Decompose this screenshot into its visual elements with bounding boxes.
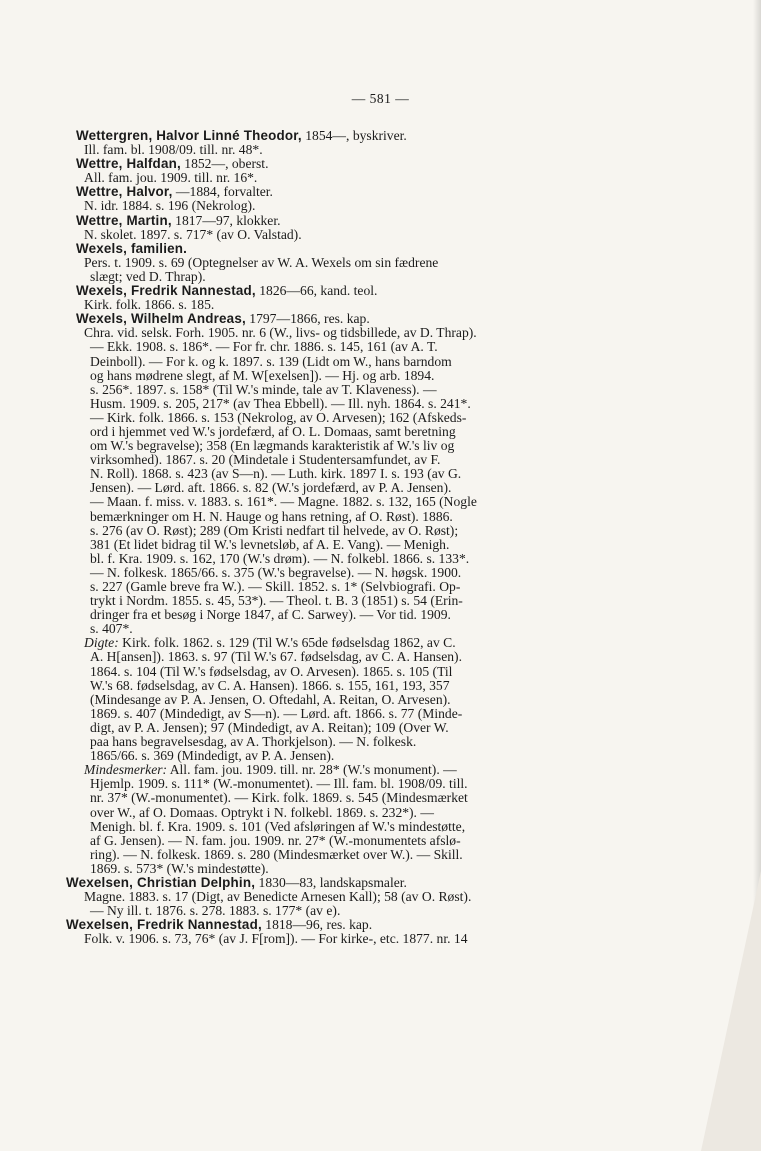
reference-line: bemærkninger om H. N. Hauge og hans retning, af O. Røst). 1886. <box>90 508 453 524</box>
person-name: Wexels, familien. <box>76 240 188 256</box>
reference-line: 1869. s. 573* (W.'s mindestøtte). <box>90 860 269 876</box>
reference-line: paa hans begravelsesdag, av A. Thorkjelson). — N. folkesk. <box>90 734 417 750</box>
entry-heading <box>66 129 676 143</box>
reference-line: af G. Jensen). — N. fam. jou. 1909. nr. 27* (W.-monumentets afslø- <box>90 832 461 848</box>
reference-line: Jensen). — Lørd. aft. 1866. s. 82 (W.'s jordefærd, av P. A. Jensen). <box>90 480 452 496</box>
reference-line: slægt; ved D. Thrap). <box>90 268 206 284</box>
person-details: —1884, forvalter. <box>172 184 273 200</box>
page-number: — 581 — <box>351 91 410 106</box>
person-name: Wettre, Martin, <box>76 212 172 228</box>
entry-heading <box>66 157 676 171</box>
reference-line: Menigh. bl. f. Kra. 1909. s. 101 (Ved afsløringen af W.'s mindestøtte, <box>90 818 466 834</box>
section-line <box>66 636 676 650</box>
page-corner-fold <box>701 871 761 1151</box>
person-name: Wettre, Halfdan, <box>76 156 181 172</box>
reference-line: N. Roll). 1868. s. 423 (av S—n). — Luth. kirk. 1897 I. s. 193 (av G. <box>90 466 462 482</box>
reference-line: over W., af O. Domaas. Optrykt i N. folkebl. 1869. s. 232*). — <box>90 804 434 820</box>
reference-line: — Ekk. 1908. s. 186*. — For fr. chr. 1886. s. 145, 161 (av A. T. <box>90 339 438 355</box>
entry-heading <box>66 214 676 228</box>
person-details: 1817—97, klokker. <box>171 212 281 228</box>
person-details: 1826—66, kand. teol. <box>255 283 378 299</box>
reference-text: All. fam. jou. 1909. till. nr. 28* (W.'s monument). — <box>167 762 457 778</box>
section-label: Digte: <box>84 635 119 651</box>
reference-line: Folk. v. 1906. s. 73, 76* (av J. F[rom]). — For kirke-, etc. 1877. nr. 14 <box>84 931 468 947</box>
person-details: 1797—1866, res. kap. <box>245 311 370 327</box>
reference-line: Deinboll). — For k. og k. 1897. s. 139 (Lidt om W., hans barndom <box>90 353 452 369</box>
reference-line: W.'s 68. fødselsdag, av C. A. Hansen). 1866. s. 155, 161, 193, 357 <box>90 677 450 693</box>
reference-line: ord i hjemmet ved W.'s jordefærd, af O. L. Domaas, samt beretning <box>90 423 456 439</box>
person-name: Wexelsen, Christian Delphin, <box>66 874 256 890</box>
section-line <box>66 763 676 777</box>
reference-line: — Ny ill. t. 1876. s. 278. 1883. s. 177* (av e). <box>90 903 341 919</box>
reference-line: 1864. s. 104 (Til W.'s fødselsdag, av O. Arvesen). 1865. s. 105 (Til <box>90 663 453 679</box>
entry-heading <box>66 876 676 890</box>
reference-line: nr. 37* (W.-monumentet). — Kirk. folk. 1869. s. 545 (Mindesmærket <box>90 790 468 806</box>
reference-line: 381 (Et lidet bidrag til W.'s levnetsløb, af A. E. Vang). — Menigh. <box>90 536 450 552</box>
person-name: Wettre, Halvor, <box>76 184 173 200</box>
entry-heading <box>66 284 676 298</box>
entry-heading <box>66 185 676 199</box>
person-details: 1818—96, res. kap. <box>261 917 373 933</box>
reference-line: s. 407*. <box>90 621 133 637</box>
reference-line: Kirk. folk. 1866. s. 185. <box>84 297 215 313</box>
reference-line: Hjemlp. 1909. s. 111* (W.-monumentet). — Ill. fam. bl. 1908/09. till. <box>90 776 468 792</box>
section-label: Mindesmerker: <box>84 762 168 778</box>
reference-line: s. 227 (Gamle breve fra W.). — Skill. 1852. s. 1* (Selvbiografi. Op- <box>90 579 461 594</box>
reference-line: — N. folkesk. 1865/66. s. 375 (W.'s begravelse). — N. høgsk. 1900. <box>90 564 462 580</box>
reference-line: og hans mødrene slegt, af M. W[exelsen]). — Hj. og arb. 1894. <box>90 367 435 383</box>
reference-line: Chra. vid. selsk. Forh. 1905. nr. 6 (W., livs- og tidsbillede, av D. Thrap). <box>84 325 477 341</box>
reference-line: — Kirk. folk. 1866. s. 153 (Nekrolog, av O. Arvesen); 162 (Afskeds- <box>90 409 467 425</box>
reference-line: N. skolet. 1897. s. 717* (av O. Valstad). <box>84 226 302 242</box>
reference-line: digt, av P. A. Jensen); 97 (Mindedigt, av A. Reitan); 109 (Over W. <box>90 719 449 735</box>
reference-line: bl. f. Kra. 1909. s. 162, 170 (W.'s drøm). — N. folkebl. 1866. s. 133*. <box>90 550 470 566</box>
person-name: Wettergren, Halvor Linné Theodor, <box>76 128 302 143</box>
person-details: 1854—, byskriver. <box>301 128 407 143</box>
reference-line: s. 276 (av O. Røst); 289 (Om Kristi nedfart til helvede, av O. Røst); <box>90 522 459 538</box>
person-name: Wexelsen, Fredrik Nannestad, <box>66 917 262 933</box>
entry-heading <box>66 312 676 326</box>
reference-line: s. 256*. 1897. s. 158* (Til W.'s minde, tale av T. Klaveness). — <box>90 381 437 397</box>
person-details: 1830—83, landskapsmaler. <box>255 874 407 890</box>
reference-line: — Maan. f. miss. v. 1883. s. 161*. — Magne. 1882. s. 132, 165 (Nogle <box>90 494 477 510</box>
biography-entries <box>66 129 676 946</box>
reference-line: Ill. fam. bl. 1908/09. till. nr. 48*. <box>84 142 263 158</box>
reference-line: virksomhed). 1867. s. 20 (Mindetale i Studentersamfundet, av F. <box>90 452 441 468</box>
reference-line: N. idr. 1884. s. 196 (Nekrolog). <box>84 198 256 214</box>
person-details: 1852—, oberst. <box>180 156 269 172</box>
reference-line: 1869. s. 407 (Mindedigt, av S—n). — Lørd. aft. 1866. s. 77 (Minde- <box>90 705 463 721</box>
reference-line: A. H[ansen]). 1863. s. 97 (Til W.'s 67. fødselsdag, av C. A. Hansen). <box>90 649 462 665</box>
entry-heading <box>66 918 676 932</box>
person-name: Wexels, Wilhelm Andreas, <box>76 311 246 327</box>
entry-heading <box>66 242 676 256</box>
reference-line: All. fam. jou. 1909. till. nr. 16*. <box>84 170 258 186</box>
reference-line: dringer fra et besøg i Norge 1847, af C. Sarwey). — Vor tid. 1909. <box>90 607 451 623</box>
person-name: Wexels, Fredrik Nannestad, <box>76 283 256 299</box>
reference-line: Pers. t. 1909. s. 69 (Optegnelser av W. A. Wexels om sin fædrene <box>84 254 439 270</box>
reference-line: Magne. 1883. s. 17 (Digt, av Benedicte Arnesen Kall); 58 (av O. Røst). <box>84 889 472 905</box>
reference-line: Husm. 1909. s. 205, 217* (av Thea Ebbell). — Ill. nyh. 1864. s. 241*. <box>90 395 471 411</box>
reference-line: ring). — N. folkesk. 1869. s. 280 (Mindesmærket over W.). — Skill. <box>90 846 463 862</box>
reference-line: 1865/66. s. 369 (Mindedigt, av P. A. Jensen). <box>90 748 335 764</box>
reference-text: Kirk. folk. 1862. s. 129 (Til W.'s 65de fødselsdag 1862, av C. <box>118 635 456 651</box>
reference-line: trykt i Nordm. 1855. s. 45, 53*). — Theol. t. B. 3 (1851) s. 54 (Erin- <box>90 593 463 609</box>
reference-line: om W.'s begravelse); 358 (En lægmands karakteristik af W.'s liv og <box>90 438 455 454</box>
reference-line: (Mindesange av P. A. Jensen, O. Oftedahl, A. Reitan, O. Arvesen). <box>90 691 451 707</box>
